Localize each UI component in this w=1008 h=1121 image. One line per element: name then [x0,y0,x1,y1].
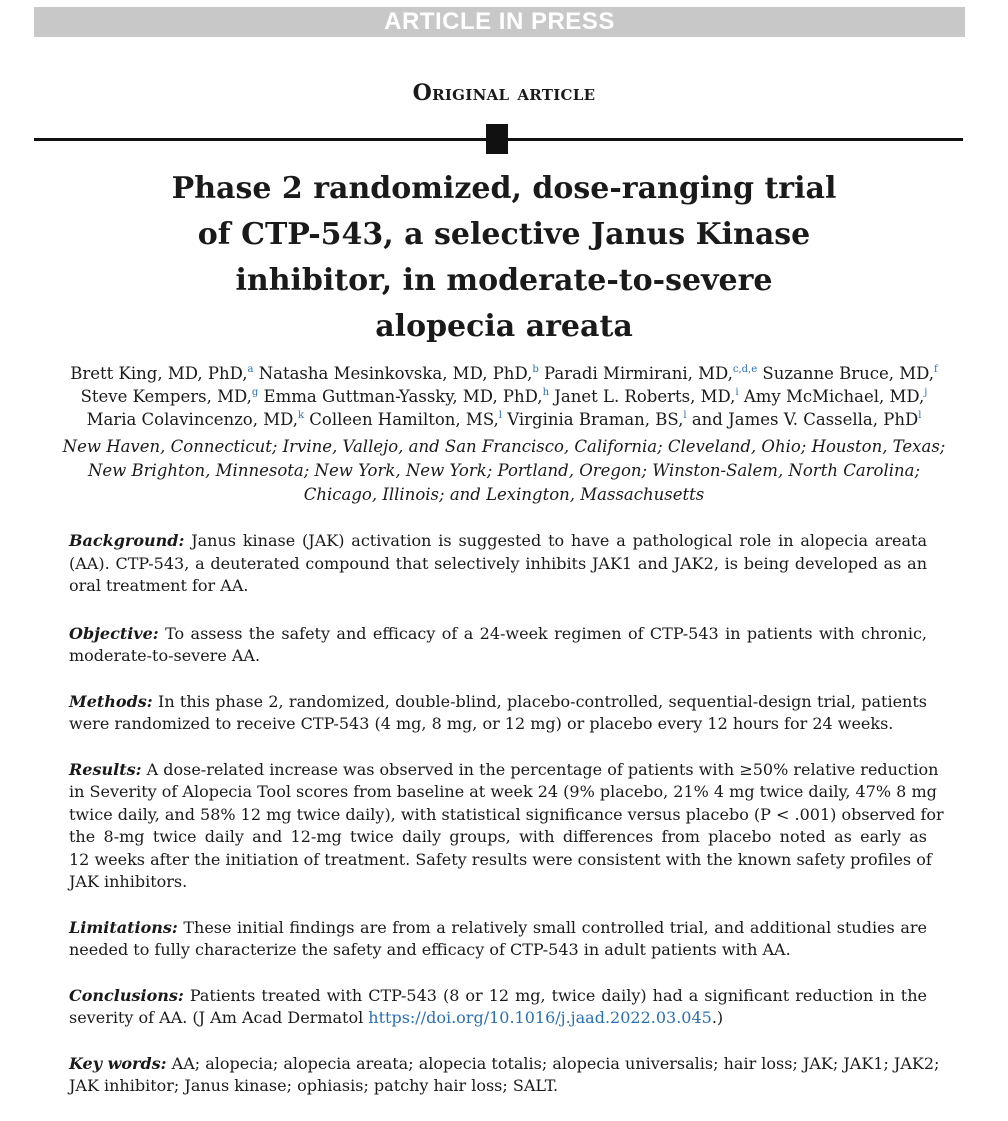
article-title [120,166,888,350]
affiliation-link[interactable]: i [735,387,739,398]
affiliation-link[interactable]: b [532,364,539,375]
title-line: Phase 2 randomized, dose-ranging trial [171,171,837,206]
affiliation-link[interactable]: k [297,410,305,421]
abstract-text: JAK inhibitor; Janus kinase; ophiasis; patchy hair loss; SALT. [69,1076,559,1095]
section-heading: Key words: [69,1053,167,1073]
author-name: Colleen Hamilton, MS, [309,410,499,429]
author-name: Maria Colavincenzo, MD, [86,410,298,429]
author-name: Suzanne Bruce, MD, [762,364,935,383]
abstract-text: To assess the safety and efficacy of a 24-week regimen of CTP-543 in patients with chronic, [158,623,927,643]
location-line: Chicago, Illinois; and Lexington, Massachusetts [303,485,705,504]
abstract-text: .) [711,1008,724,1027]
section-label: Original article [412,80,596,106]
author-name: Amy McMichael, MD, [743,387,925,406]
author-name: Brett King, MD, PhD, [70,364,248,383]
abstract-limitations [69,917,927,962]
author-name: Virginia Braman, BS, [507,410,684,429]
affiliation-link[interactable]: l [683,410,687,421]
affiliation-link[interactable]: j [924,387,928,398]
location-line: New Brighton, Minnesota; New York, New York; Portland, Oregon; Winston-Salem, North Carolina; [87,461,921,480]
title-rule-marker [486,124,508,154]
author-line [20,385,988,408]
affiliation-link[interactable]: a [247,364,254,375]
section-heading: Objective: [69,623,159,643]
author-locations [20,435,988,507]
author-name: Steve Kempers, MD, [80,387,252,406]
abstract-text: in Severity of Alopecia Tool scores from baseline at week 24 (9% placebo, 21% 4 mg twice daily, 47% 8 mg [69,782,937,801]
section-heading: Limitations: [69,917,178,937]
author-line [20,408,988,431]
affiliation-link[interactable]: g [251,387,259,398]
author-name: and James V. Cassella, PhD [691,410,919,429]
abstract-text: severity of AA. (J Am Acad Dermatol [69,1008,369,1027]
section-heading: Conclusions: [69,985,184,1005]
author-name: Janet L. Roberts, MD, [554,387,736,406]
author-name: Paradi Mirmirani, MD, [543,364,733,383]
section-heading: Results: [69,759,142,779]
affiliation-link[interactable]: f [934,364,938,375]
abstract-text: These initial findings are from a relatively small controlled trial, and additional studies are [177,917,927,937]
abstract-text: were randomized to receive CTP-543 (4 mg, 8 mg, or 12 mg) or placebo every 12 hours for 24 weeks. [69,714,894,733]
affiliation-link[interactable]: c,d,e [732,364,758,375]
affiliation-link[interactable]: h [542,387,550,398]
section-heading: Background: [69,531,185,550]
title-line: alopecia areata [375,309,633,344]
abstract-text: JAK inhibitors. [69,872,188,891]
section-heading: Methods: [69,691,153,711]
abstract-text: Janus kinase (JAK) activation is suggested to have a pathological role in alopecia areata [184,531,927,550]
abstract-text: oral treatment for AA. [69,576,249,595]
author-line [20,362,988,385]
abstract-text: moderate-to-severe AA. [69,646,261,665]
abstract-text: twice daily, and 58% 12 mg twice daily), with statistical significance versus placebo (P < .001) observed for [69,804,944,824]
doi-link[interactable]: https://doi.org/10.1016/j.jaad.2022.03.045 [368,1008,712,1027]
abstract-text: (AA). CTP-543, a deuterated compound that selectively inhibits JAK1 and JAK2, is being developed as an [69,553,927,573]
abstract-results [69,759,944,894]
author-list [20,362,988,431]
abstract-text: Patients treated with CTP-543 (8 or 12 mg, twice daily) had a significant reduction in the [183,985,927,1005]
affiliation-link[interactable]: l [918,410,922,421]
title-line: of CTP-543, a selective Janus Kinase [197,217,811,252]
abstract-objective [69,623,927,668]
abstract-conclusions [69,985,927,1030]
abstract-text: AA; alopecia; alopecia areata; alopecia totalis; alopecia universalis; hair loss; JAK; JAK1; JAK2; [166,1053,940,1073]
abstract-keywords [69,1053,940,1098]
abstract-text: the 8-mg twice daily and 12-mg twice daily groups, with differences from placebo noted as early as [69,827,927,846]
author-name: Natasha Mesinkovska, MD, PhD, [258,364,533,383]
article-in-press-banner: ARTICLE IN PRESS [34,7,965,37]
author-name: Emma Guttman-Yassky, MD, PhD, [263,387,543,406]
abstract [69,530,944,1098]
abstract-text: needed to fully characterize the safety and efficacy of CTP-543 in adult patients with AA. [69,940,791,959]
abstract-text: A dose-related increase was observed in the percentage of patients with ≥50% relative reduction [141,759,939,779]
affiliation-link[interactable]: l [498,410,502,421]
location-line: New Haven, Connecticut; Irvine, Vallejo, and San Francisco, California; Cleveland, Ohio; Houston, Texas; [62,437,946,456]
abstract-background [69,530,927,598]
abstract-text: 12 weeks after the initiation of treatment. Safety results were consistent with the known safety profiles of [69,849,932,869]
abstract-methods [69,691,927,736]
abstract-text: In this phase 2, randomized, double-blind, placebo-controlled, sequential-design trial, patients [152,691,927,711]
title-line: inhibitor, in moderate-to-severe [235,263,773,298]
